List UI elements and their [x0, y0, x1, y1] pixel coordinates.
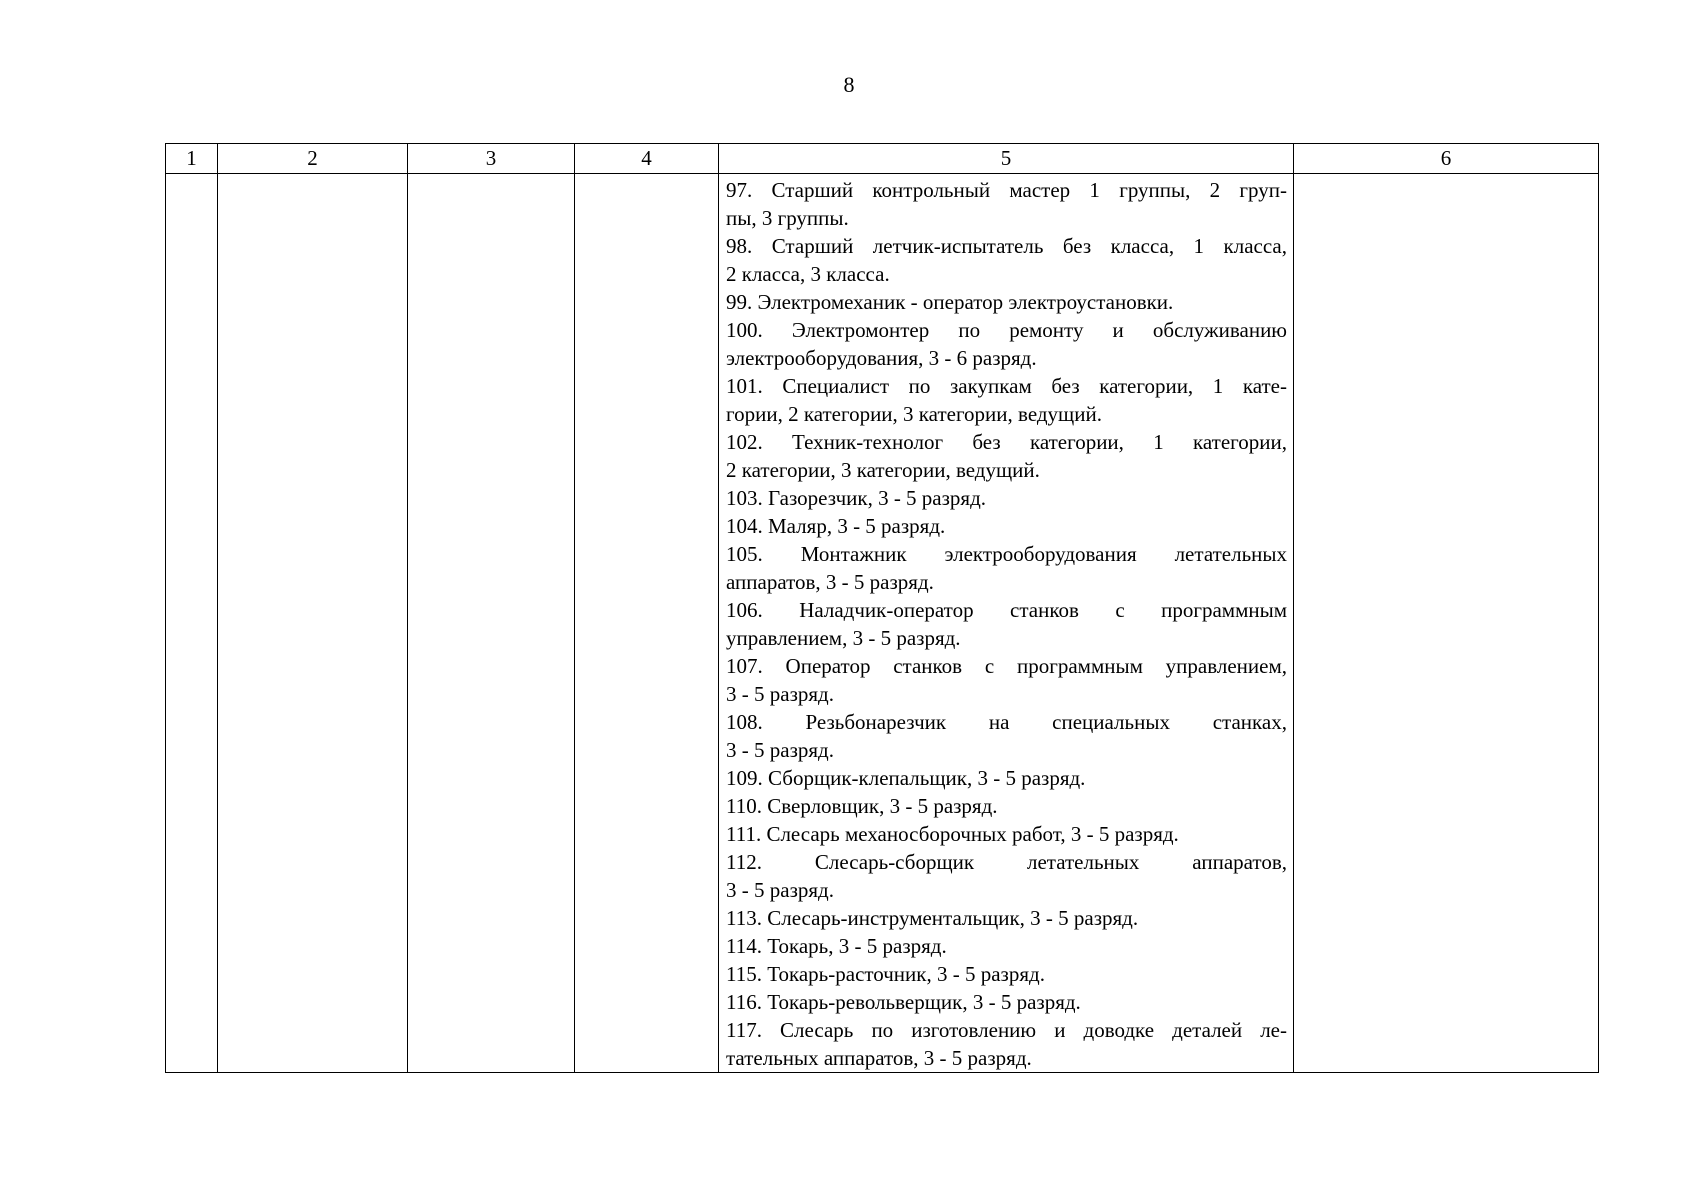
list-item-line: 3 - 5 разряд.: [726, 738, 834, 762]
list-item-line: 105. Монтажник электрооборудования летательных: [726, 542, 1287, 566]
list-item: [726, 512, 1287, 540]
column-header-6: 6: [1294, 144, 1599, 174]
list-item: [726, 288, 1287, 316]
list-item-line: 106. Наладчик-оператор станков с программным: [726, 598, 1287, 622]
list-item: [726, 232, 1287, 288]
list-item: [726, 316, 1287, 372]
column-header-4: 4: [575, 144, 719, 174]
list-item: [726, 960, 1287, 988]
list-item-line: 99. Электромеханик - оператор электроустановки.: [726, 290, 1174, 314]
list-item-line: тательных аппаратов, 3 - 5 разряд.: [726, 1046, 1032, 1070]
position-list: [719, 174, 1293, 1072]
list-item-line: 111. Слесарь механосборочных работ, 3 - 5 разряд.: [726, 822, 1179, 846]
cell-col-6: [1294, 174, 1599, 1073]
list-item-line: 2 категории, 3 категории, ведущий.: [726, 458, 1040, 482]
list-item: [726, 176, 1287, 232]
list-item: [726, 708, 1287, 764]
list-item: [726, 792, 1287, 820]
cell-col-2: [218, 174, 408, 1073]
list-item: [726, 596, 1287, 652]
list-item: [726, 848, 1287, 904]
list-item-line: 3 - 5 разряд.: [726, 878, 834, 902]
list-item-line: 109. Сборщик-клепальщик, 3 - 5 разряд.: [726, 766, 1086, 790]
cell-col-3: [408, 174, 575, 1073]
list-item: [726, 428, 1287, 484]
list-item-line: 112. Слесарь-сборщик летательных аппаратов,: [726, 850, 1287, 874]
list-item-line: гории, 2 категории, 3 категории, ведущий.: [726, 402, 1102, 426]
list-item-line: 102. Техник-технолог без категории, 1 категории,: [726, 430, 1287, 454]
header-row: [166, 144, 1599, 174]
list-item-line: 110. Сверловщик, 3 - 5 разряд.: [726, 794, 998, 818]
column-header-3: 3: [408, 144, 575, 174]
cell-col-5: [719, 174, 1294, 1073]
list-item: [726, 932, 1287, 960]
list-item-line: электрооборудования, 3 - 6 разряд.: [726, 346, 1037, 370]
list-item: [726, 904, 1287, 932]
cell-col-4: [575, 174, 719, 1073]
list-item-line: 3 - 5 разряд.: [726, 682, 834, 706]
list-item-line: пы, 3 группы.: [726, 206, 849, 230]
list-item-line: 100. Электромонтер по ремонту и обслуживанию: [726, 318, 1287, 342]
list-item-line: 108. Резьбонарезчик на специальных станках,: [726, 710, 1287, 734]
list-item-line: 107. Оператор станков с программным управлением,: [726, 654, 1287, 678]
list-item: [726, 820, 1287, 848]
list-item-line: 116. Токарь-револьверщик, 3 - 5 разряд.: [726, 990, 1081, 1014]
list-item-line: 101. Специалист по закупкам без категории, 1 кате-: [726, 374, 1287, 398]
list-item: [726, 1016, 1287, 1072]
list-item-line: 113. Слесарь-инструментальщик, 3 - 5 разряд.: [726, 906, 1139, 930]
column-header-5: 5: [719, 144, 1294, 174]
list-item-line: 117. Слесарь по изготовлению и доводке деталей ле-: [726, 1018, 1287, 1042]
list-item: [726, 372, 1287, 428]
list-item-line: 103. Газорезчик, 3 - 5 разряд.: [726, 486, 987, 510]
list-item-line: 104. Маляр, 3 - 5 разряд.: [726, 514, 946, 538]
list-item-line: 114. Токарь, 3 - 5 разряд.: [726, 934, 947, 958]
column-header-1: 1: [166, 144, 218, 174]
column-header-2: 2: [218, 144, 408, 174]
list-item-line: 115. Токарь-расточник, 3 - 5 разряд.: [726, 962, 1045, 986]
list-item-line: аппаратов, 3 - 5 разряд.: [726, 570, 934, 594]
list-item-line: управлением, 3 - 5 разряд.: [726, 626, 961, 650]
document-table: [165, 143, 1599, 1073]
page-number: 8: [843, 72, 855, 97]
cell-col-1: [166, 174, 218, 1073]
list-item-line: 97. Старший контрольный мастер 1 группы, 2 груп-: [726, 178, 1287, 202]
list-item-line: 98. Старший летчик-испытатель без класса, 1 класса,: [726, 234, 1287, 258]
list-item: [726, 988, 1287, 1016]
list-item: [726, 484, 1287, 512]
table-row: [166, 174, 1599, 1073]
list-item: [726, 652, 1287, 708]
list-item: [726, 540, 1287, 596]
list-item-line: 2 класса, 3 класса.: [726, 262, 890, 286]
list-item: [726, 764, 1287, 792]
